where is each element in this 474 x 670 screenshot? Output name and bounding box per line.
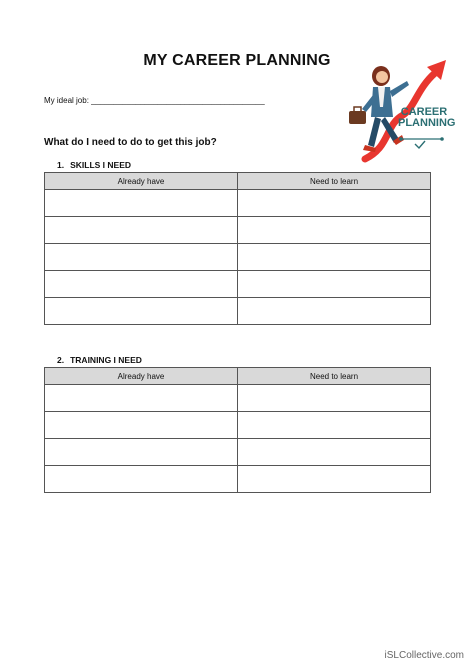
section-heading-skills [57, 160, 131, 170]
table-row [45, 466, 431, 493]
career-logo-icon [399, 137, 444, 148]
column-header-already-have: Already have [45, 368, 238, 385]
skills-table [44, 172, 431, 325]
column-header-already-have: Already have [45, 173, 238, 190]
table-cell[interactable] [238, 466, 431, 493]
table-cell[interactable] [238, 385, 431, 412]
table-row [45, 412, 431, 439]
training-table [44, 367, 431, 493]
table-header-row [45, 368, 431, 385]
table-row [45, 298, 431, 325]
table-cell[interactable] [238, 244, 431, 271]
table-cell[interactable] [45, 244, 238, 271]
page-title: MY CAREER PLANNING [143, 52, 331, 69]
table-cell[interactable] [238, 271, 431, 298]
section-number: 1. [57, 160, 65, 170]
footer-watermark: iSLCollective.com [384, 650, 464, 661]
logo-line-1: CAREER [400, 106, 448, 118]
section-title: TRAINING I NEED [70, 355, 142, 365]
ideal-job-label: My ideal job: [44, 96, 89, 105]
table-cell[interactable] [238, 217, 431, 244]
table-row [45, 439, 431, 466]
table-cell[interactable] [45, 466, 238, 493]
table-cell[interactable] [238, 439, 431, 466]
table-header-row [45, 173, 431, 190]
ideal-job-blank[interactable]: _______________________________________ [91, 96, 265, 105]
column-header-need-to-learn: Need to learn [238, 368, 431, 385]
table-cell[interactable] [45, 217, 238, 244]
table-row [45, 217, 431, 244]
section-heading-training [57, 355, 142, 365]
question-heading: What do I need to do to get this job? [44, 137, 217, 148]
column-header-need-to-learn: Need to learn [238, 173, 431, 190]
table-cell[interactable] [238, 190, 431, 217]
table-row [45, 271, 431, 298]
table-row [45, 244, 431, 271]
table-cell[interactable] [238, 298, 431, 325]
logo-line-2: PLANNING [398, 117, 456, 129]
section-title: SKILLS I NEED [70, 160, 132, 170]
table-cell[interactable] [45, 298, 238, 325]
table-cell[interactable] [45, 439, 238, 466]
table-cell[interactable] [238, 412, 431, 439]
ideal-job-line [44, 96, 265, 105]
table-cell[interactable] [45, 385, 238, 412]
table-row [45, 190, 431, 217]
section-number: 2. [57, 355, 65, 365]
table-cell[interactable] [45, 271, 238, 298]
table-cell[interactable] [45, 190, 238, 217]
career-logo-text [398, 106, 456, 129]
table-row [45, 385, 431, 412]
table-cell[interactable] [45, 412, 238, 439]
